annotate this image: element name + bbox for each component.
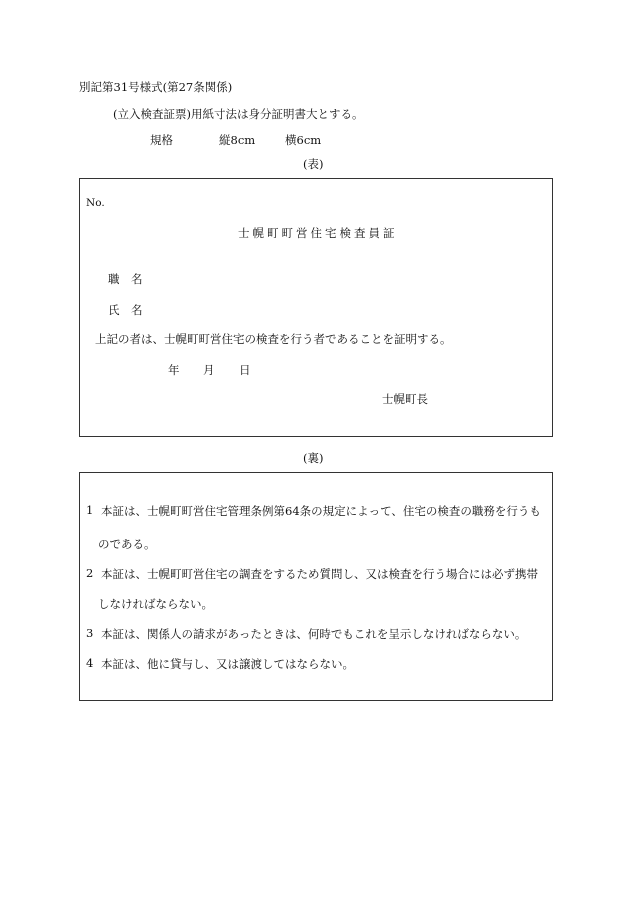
back-side-label: (裏) [303,451,324,465]
certification-statement: 上記の者は、士幌町町営住宅の検査を行う者であることを証明する。 [95,332,452,346]
number-label: No. [86,197,105,209]
item-text: 本証は、士幌町町営住宅の調査をするため質問し、又は検査を行う場合には必ず携帯 [101,567,538,581]
position-label: 職 名 [108,272,143,286]
form-label: 別記第31号様式(第27条関係) [79,80,233,94]
item-text-continued: のである。 [98,537,156,551]
item-number: 4 [86,656,94,670]
card-title: 士幌町町営住宅検査員証 [238,226,398,240]
item-text: 本証は、士幌町町営住宅管理条例第64条の規定によって、住宅の検査の職務を行うも [101,504,541,518]
item-number: 1 [86,503,94,517]
date-year-label: 年 [168,363,180,377]
spec-height: 縦8cm [219,133,256,147]
date-month-label: 月 [203,363,215,377]
name-label: 氏 名 [108,303,143,317]
date-day-label: 日 [239,363,251,377]
front-card [79,178,553,437]
item-number: 3 [86,626,94,640]
item-number: 2 [86,566,94,580]
issuer-name: 士幌町長 [382,392,428,406]
size-note: (立入検査証票)用紙寸法は身分証明書大とする。 [113,107,364,121]
spec-width: 横6cm [285,133,322,147]
front-side-label: (表) [303,157,324,171]
item-text: 本証は、関係人の請求があったときは、何時でもこれを呈示しなければならない。 [101,627,527,641]
spec-label: 規格 [150,133,173,147]
item-text-continued: しなければならない。 [98,597,213,611]
item-text: 本証は、他に貸与し、又は譲渡してはならない。 [101,657,354,671]
